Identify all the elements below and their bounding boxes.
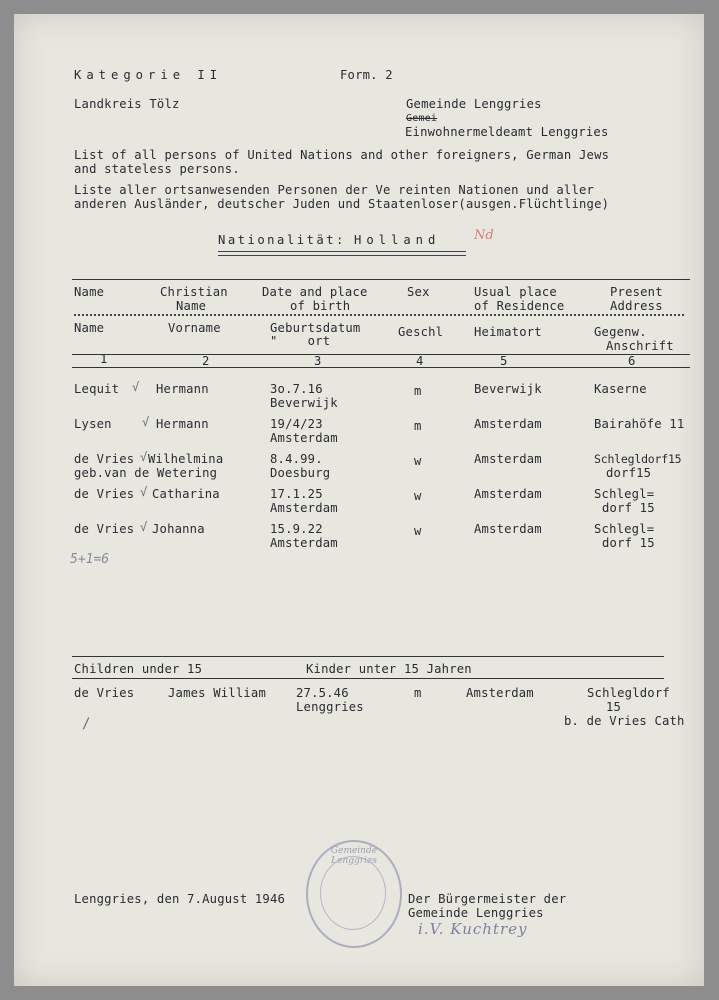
children-label-en: Children under 15 (74, 662, 203, 676)
col-geschlecht-de: Geschl (398, 325, 444, 339)
row-address-line-2: dorf 15 (602, 536, 655, 550)
row-place: Doesburg (270, 466, 331, 480)
row-residence: Amsterdam (474, 487, 542, 501)
row-name: de Vries (74, 522, 135, 536)
col-usual-en-1: Usual place (474, 285, 557, 299)
row-date: 19/4/23 (270, 417, 323, 431)
col-christian-en-2: Name (176, 299, 207, 313)
row-vorname: Wilhelmina (148, 452, 224, 466)
stamp-emblem (320, 856, 386, 930)
row-maiden-name: geb.van de Wetering (74, 466, 218, 480)
intro-german-line-1: Liste aller ortsanwesenden Personen der Ve reinten Nationen und aller (74, 183, 595, 197)
col-christian-en-1: Christian (160, 285, 228, 299)
row-vorname: Johanna (152, 522, 205, 536)
row-address: Schlegldorf (587, 686, 670, 700)
nationality-underline (218, 251, 466, 256)
row-address: Schlegldorf15 (594, 452, 682, 466)
intro-english-line-2: and stateless persons. (74, 162, 240, 176)
row-address: Bairahöfe 11 (594, 417, 685, 431)
row-sex: w (414, 454, 422, 468)
row-residence: Amsterdam (466, 686, 534, 700)
col-usual-en-2: of Residence (474, 299, 565, 313)
row-vorname: Hermann (156, 417, 209, 431)
row-name: de Vries (74, 487, 135, 501)
row-sex: w (414, 489, 422, 503)
col-number-5: 5 (500, 354, 508, 368)
children-bottom-rule (72, 678, 664, 679)
col-name-de: Name (74, 321, 105, 335)
row-residence: Amsterdam (474, 522, 542, 536)
official-seal-stamp (306, 840, 402, 948)
row-place: Amsterdam (270, 501, 338, 515)
row-residence: Amsterdam (474, 452, 542, 466)
row-sex: m (414, 384, 422, 398)
children-label-de: Kinder unter 15 Jahren (306, 662, 472, 676)
col-present-en-1: Present (610, 285, 663, 299)
col-number-1: 1 (100, 352, 108, 366)
col-gegenwaertige-de-1: Gegenw. (594, 325, 647, 339)
stamp-text: Gemeinde Lenggries (330, 846, 378, 866)
col-name-en: Name (74, 285, 105, 299)
row-place: Amsterdam (270, 536, 338, 550)
row-address-line-3: b. de Vries Cath (564, 714, 685, 728)
row-date: 17.1.25 (270, 487, 323, 501)
check-mark: √ (140, 485, 148, 499)
row-residence: Amsterdam (474, 417, 542, 431)
gemeinde-label: Gemeinde Lenggries (406, 97, 542, 111)
red-pencil-mark: Nd (474, 228, 494, 243)
row-place: Beverwijk (270, 396, 338, 410)
check-mark: √ (140, 520, 148, 534)
place-and-date: Lenggries, den 7.August 1946 (74, 892, 286, 906)
row-address: Kaserne (594, 382, 647, 396)
row-place: Lenggries (296, 700, 364, 714)
header-dotted-rule (74, 314, 684, 316)
table-top-rule (72, 279, 690, 280)
number-row-top-rule (72, 354, 690, 355)
gemeinde-struck: Gemei (406, 113, 438, 124)
row-vorname: Hermann (156, 382, 209, 396)
row-date: 27.5.46 (296, 686, 349, 700)
row-vorname: Catharina (152, 487, 220, 501)
check-mark: √ (140, 450, 148, 464)
row-address-line-2: dorf 15 (602, 501, 655, 515)
row-address: Schlegl= (594, 487, 655, 501)
row-date: 8.4.99. (270, 452, 323, 466)
check-mark: √ (142, 415, 150, 429)
row-sex: m (414, 686, 422, 700)
col-date-en-1: Date and place (262, 285, 368, 299)
check-mark: √ (132, 380, 140, 394)
row-vorname: James William (168, 686, 266, 700)
row-name: Lysen (74, 417, 112, 431)
einwohnermeldeamt-label: Einwohnermeldeamt Lenggries (405, 125, 609, 139)
row-date: 15.9.22 (270, 522, 323, 536)
row-date: 3o.7.16 (270, 382, 323, 396)
row-sex: w (414, 524, 422, 538)
kategorie-label: Kategorie II (74, 68, 223, 82)
signer-title-line-2: Gemeinde Lenggries (408, 906, 544, 920)
row-address-line-2: 15 (606, 700, 622, 714)
row-residence: Beverwijk (474, 382, 542, 396)
landkreis-label: Landkreis Tölz (74, 97, 180, 111)
col-number-4: 4 (416, 354, 424, 368)
col-gegenwaertige-de-2: Anschrift (606, 339, 674, 353)
col-sex-en: Sex (407, 285, 430, 299)
col-geburtsdatum-de-1: Geburtsdatum (270, 321, 361, 335)
col-number-3: 3 (314, 354, 322, 368)
nationality-value: Holland (354, 233, 441, 247)
row-address: Schlegl= (594, 522, 655, 536)
col-date-en-2: of birth (290, 299, 351, 313)
col-number-2: 2 (202, 354, 210, 368)
col-vorname-de: Vorname (168, 321, 221, 335)
pencil-tally: 5+1=6 (70, 552, 110, 567)
nationality-label: Nationalität: (218, 233, 346, 247)
row-name: de Vries (74, 686, 135, 700)
row-place: Amsterdam (270, 431, 338, 445)
col-heimatort-de: Heimatort (474, 325, 542, 339)
pencil-tick: / (82, 716, 91, 732)
handwritten-signature: i.V. Kuchtrey (418, 920, 528, 938)
row-name: Lequit (74, 382, 120, 396)
intro-german-line-2: anderen Ausländer, deutscher Juden und Staatenloser(ausgen.Flüchtlinge) (74, 197, 610, 211)
row-name: de Vries (74, 452, 135, 466)
number-row-bottom-rule (72, 367, 690, 368)
col-geburtsdatum-de-2: " ort (270, 334, 331, 348)
form-number: Form. 2 (340, 68, 393, 82)
signer-title-line-1: Der Bürgermeister der (408, 892, 567, 906)
row-address-line-2: dorf15 (606, 466, 652, 480)
intro-english-line-1: List of all persons of United Nations and other foreigners, German Jews (74, 148, 610, 162)
children-top-rule (72, 656, 664, 657)
col-number-6: 6 (628, 354, 636, 368)
row-sex: m (414, 419, 422, 433)
col-present-en-2: Address (610, 299, 663, 313)
